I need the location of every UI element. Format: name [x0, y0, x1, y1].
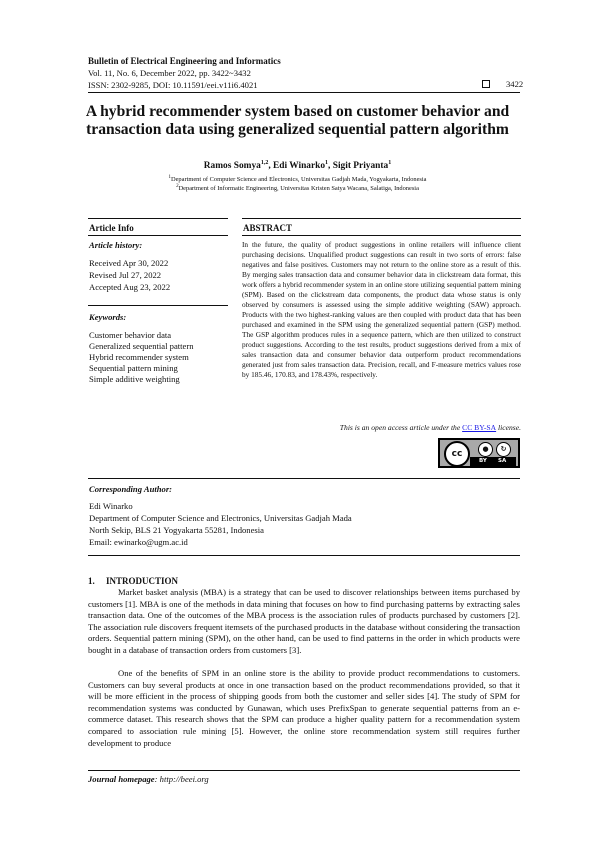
badge-bar	[470, 457, 516, 466]
author-name: Sigit Priyanta	[332, 161, 389, 172]
license-link[interactable]: CC BY-SA	[462, 423, 497, 432]
info-top-rule	[88, 218, 228, 219]
keyword-item: Sequential pattern mining	[89, 363, 178, 373]
author-sup: 1	[388, 160, 392, 166]
journal-homepage: Journal homepage: http://beei.org	[88, 774, 209, 784]
keyword-item: Simple additive weighting	[89, 374, 180, 384]
abstract-top-rule	[242, 218, 521, 219]
cc-by-sa-badge-icon[interactable]	[438, 438, 520, 468]
corresponding-dept: Department of Computer Science and Electronics, Universitas Gadjah Mada	[89, 513, 352, 523]
article-history-heading: Article history:	[89, 240, 143, 250]
history-accepted: Accepted Aug 23, 2022	[89, 282, 171, 292]
affiliation-text: Department of Informatic Engineering, Universitas Kristen Satya Wacana, Salatiga, Indonesia	[178, 185, 419, 193]
history-received: Received Apr 30, 2022	[89, 258, 169, 268]
license-suffix: license.	[496, 423, 521, 432]
homepage-link[interactable]: http://beei.org	[159, 774, 209, 784]
author-sup: 1,2	[260, 160, 269, 166]
corresponding-email: Email: ewinarko@ugm.ac.id	[89, 537, 188, 547]
title-line-2: transaction data using generalized sequential pattern algorithm	[86, 121, 509, 138]
journal-name: Bulletin of Electrical Engineering and Informatics	[88, 56, 281, 66]
keyword-item: Customer behavior data	[89, 330, 172, 340]
introduction-heading: 1. INTRODUCTION	[88, 576, 179, 586]
keyword-item: Hybrid recommender system	[89, 352, 189, 362]
paper-title	[60, 103, 535, 139]
history-rule	[88, 305, 228, 306]
corresponding-heading: Corresponding Author:	[89, 484, 173, 494]
license-statement	[242, 423, 521, 432]
license-prefix: This is an open access article under the	[339, 423, 463, 432]
page-number: 3422	[506, 79, 524, 89]
affiliation-sup: 1	[168, 175, 171, 180]
keywords-heading: Keywords:	[89, 312, 127, 322]
issn-doi-line: ISSN: 2302-9285, DOI: 10.11591/eei.v11i6.4021	[88, 80, 258, 90]
abstract-text: In the future, the quality of product suggestions in online retailers will influence client purchasing decisions. Unqualified product suggestions can result in two sorts of errors: false negatives and false positives. Customers may not return to the online store as a result of this. By merging sales transaction data and consumer behavior data in clickstream data format, this work offers a hybrid recommender system in an online store utilizing sequential pattern mining (SPM). Based on the clickstream data components, the product data whose status is only observed by consumers is assessed using the simple additive weighting (SAW) approach. Products with the two highest-ranking values are then coupled with product data that has been purchased and examined in the SPM using the generalized sequential pattern (GSP) method. The GSP algorithm produces rules in a sequence pattern, which are then utilized to construct product suggestions. According to the test results, product suggestions derived from a mix of sales transaction data and consumer behavior data outperform product recommendations generated just from sales transaction data. Precision, recall, and F-measure metrics values rose by 185.46, 170.83, and 178.43%, respectively.	[242, 240, 521, 379]
cc-logo-icon: cc	[444, 441, 470, 467]
author-name: Ramos Somya	[203, 161, 261, 172]
article-info-heading: Article Info	[89, 223, 134, 233]
homepage-label: Journal homepage	[88, 774, 155, 784]
square-icon	[482, 80, 490, 88]
author-list: Ramos Somya$^{1,2}$, Edi Winarko$^1$, Sigit Priyanta$^1$	[203, 160, 392, 172]
badge-by-text: BY	[479, 458, 487, 464]
info-head-rule	[88, 235, 228, 236]
intro-paragraph-1: Market basket analysis (MBA) is a strategy that can be used to discover relationships between items purchased by customers [1]. MBA is one of the methods in data mining that focuses on how to find purchasing patterns by extracting sales transaction data. One of the outcomes of the MBA process is the association rules of products purchased by customers [2]. The association rule discovers frequent itemsets of the purchased products in the database without considering the transaction orders. Sequential pattern mining (SPM), on the other hand, can be used to find patterns in the order in which products were bought in a database of transaction orders from customers [3].	[88, 587, 520, 655]
title-line-1: A hybrid recommender system based on customer behavior and	[85, 103, 510, 120]
volume-line: Vol. 11, No. 6, December 2022, pp. 3422~3432	[88, 68, 251, 78]
corresponding-rule	[88, 555, 520, 556]
corresponding-name: Edi Winarko	[89, 501, 133, 511]
sa-share-icon: ↻	[496, 442, 511, 457]
author-sup: 1	[325, 160, 329, 166]
affiliation-text: Department of Computer Science and Electronics, Universitas Gadjah Mada, Yogyakarta, Indonesia	[170, 176, 427, 184]
abstract-head-rule	[242, 235, 521, 236]
author-name: Edi Winarko	[273, 161, 326, 172]
affiliation	[60, 184, 535, 192]
corresponding-address: North Sekip, BLS 21 Yogyakarta 55281, Indonesia	[89, 525, 264, 535]
footer-rule	[88, 770, 520, 771]
by-person-icon: ●	[478, 442, 493, 457]
affiliation	[60, 175, 535, 183]
history-revised: Revised Jul 27, 2022	[89, 270, 162, 280]
keyword-item: Generalized sequential pattern	[89, 341, 194, 351]
intro-paragraph-2: One of the benefits of SPM in an online store is the ability to provide product recommendations to customers. Customers can buy several products at once in one transaction based on the product recommendations provided, so that it will be more efficient in the process of shipping goods from both the customer and seller sides [4]. The study of SPM for recommendation systems was conducted by Gunawan, which uses PrefixSpan to generate sequential patterns from an e-commerce dataset. This research shows that the SPM can produce a higher quality pattern for a recommendation system compared to association rule mining [5]. However, the online store recommendation system still requires further development to produce	[88, 668, 520, 748]
abstract-heading: ABSTRACT	[243, 223, 293, 233]
affiliation-sup: 2	[176, 184, 179, 189]
header-rule	[88, 92, 520, 93]
badge-sa-text: SA	[498, 458, 507, 464]
info-bottom-rule	[88, 478, 520, 479]
